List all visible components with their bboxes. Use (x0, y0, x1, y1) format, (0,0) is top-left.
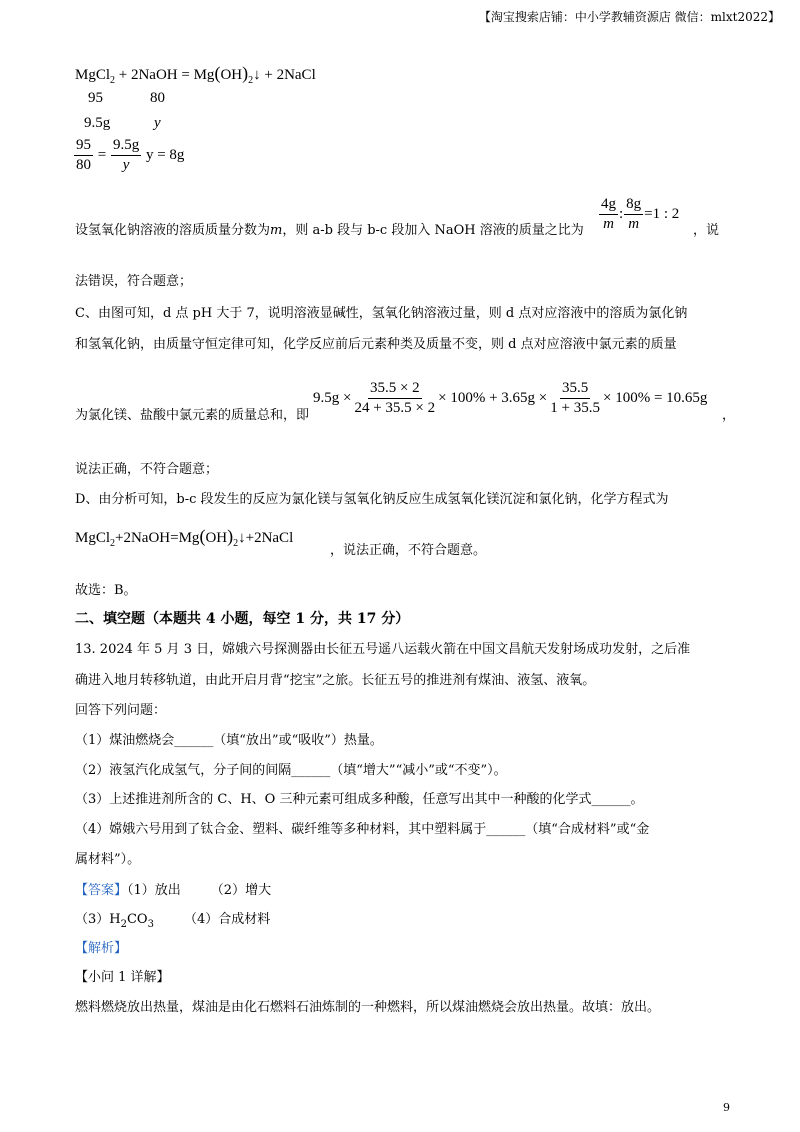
section-title: 二、填空题（本题共 4 小题，每空 1 分，共 17 分） (75, 611, 410, 627)
question-13-prompt: 回答下列问题： (75, 703, 167, 718)
option-b-verdict: 法错误，符合题意； (75, 274, 193, 289)
unknown-y: y (154, 115, 161, 131)
option-c-line-2: 和氢氧化钠，由质量守恒定律可知，化学反应前后元素种类及质量不变，则 d 点对应溶液中氯元素的质量 (75, 337, 677, 352)
option-c-verdict: 说法正确，不符合题意； (75, 462, 219, 477)
shop-header: 【淘宝搜索店铺：中小学教辅资源店 微信：mlxt2022】 (478, 10, 780, 24)
subquestion-4-line-1: （4）嫦娥六号用到了钛合金、塑料、碳纤维等多种材料，其中塑料属于______（填“合成材料”或“金 (75, 822, 650, 837)
analysis-label: 【解析】 (75, 941, 128, 956)
option-c-line-3: 为氯化镁、盐酸中氯元素的质量总和，即 (75, 408, 310, 423)
molar-mass-mgcl2: 95 (88, 90, 103, 106)
option-d-verdict: ，说法正确，不符合题意。 (330, 543, 487, 558)
page-number: 9 (723, 1101, 730, 1114)
answer-label: 【答案】 (75, 883, 128, 898)
answer-row-2: $(3)H_2CO_3$ （4）合成材料 (75, 912, 271, 930)
option-d-equation: $MgCl_2+2NaOH=Mg(OH)_2↓+2NaCl$ (75, 526, 294, 549)
option-b-text-end: ，说 (693, 223, 720, 238)
subquestion-3: （3）上述推进剂所含的 C、H、O 三种元素可组成多种酸，任意写出其中一种酸的化学式______。 (75, 792, 644, 807)
option-c-line-3-end: ， (722, 408, 736, 423)
mass-mgcl2: 9.5g (84, 115, 111, 131)
analysis-text: 燃料燃烧放出热量，煤油是由化石燃料石油炼制的一种燃料，所以煤油燃烧会放出热量。故填：放出。 (75, 1000, 661, 1015)
option-b-ratio: $\frac{4g}{m}$ : $\frac{8g}{m}$ =1 : 2 (601, 196, 680, 233)
subquestion-1: （1）煤油燃烧会______（填“放出”或“吸收”）热量。 (75, 733, 383, 748)
reaction-equation: MgCl$_2$ + 2NaOH = $Mg(OH)_2↓$ + 2NaCl (75, 63, 316, 86)
option-c-line-1: C、由图可知，d 点 pH 大于 7，说明溶液显碱性，氢氧化钠溶液过量，则 d 点对应溶液中的溶质为氯化钠 (75, 306, 688, 321)
subquestion-4-line-2: 属材料”）。 (75, 852, 141, 867)
option-d-line-1: D、由分析可知，b-c 段发生的反应为氯化镁与氢氧化钠反应生成氢氧化镁沉淀和氯化钠，化学方程式为 (75, 492, 669, 507)
question-13-line-2: 确进入地月转移轨道，由此开启月背“挖宝”之旅。长征五号的推进剂有煤油、液氢、液氧。 (75, 673, 596, 688)
answer-row-1: 【答案】（1）放出 （2）增大 (75, 883, 272, 898)
option-b-text: 设氢氧化钠溶液的溶质质量分数为m，则 a-b 段与 b-c 段加入 NaOH 溶液的质量之比为 (75, 223, 584, 238)
question-13-line-1: 13. 2024 年 5 月 3 日，嫦娥六号探测器由长征五号遥八运载火箭在中国文昌航天发射场成功发射，之后准 (75, 642, 691, 657)
proportion-equation: $\frac{95}{80}$ = $\frac{9.5g}{y}$ y = 8g (76, 137, 185, 174)
subquestion-2: （2）液氢汽化成氢气，分子间的间隔______（填“增大”“减小”或“不变”）。 (75, 763, 507, 778)
analysis-subheading: 【小问 1 详解】 (75, 970, 170, 985)
molar-mass-naoh: 80 (150, 90, 165, 106)
final-choice: 故选：B。 (75, 583, 137, 598)
chlorine-mass-equation: 9.5g × $\frac{35.5 \times 2}{24 + 35.5 \times 2}$ × 100% + 3.65g × $\frac{35.5}{1 + 35.5}$ × 100% = 10.65g (313, 380, 708, 417)
